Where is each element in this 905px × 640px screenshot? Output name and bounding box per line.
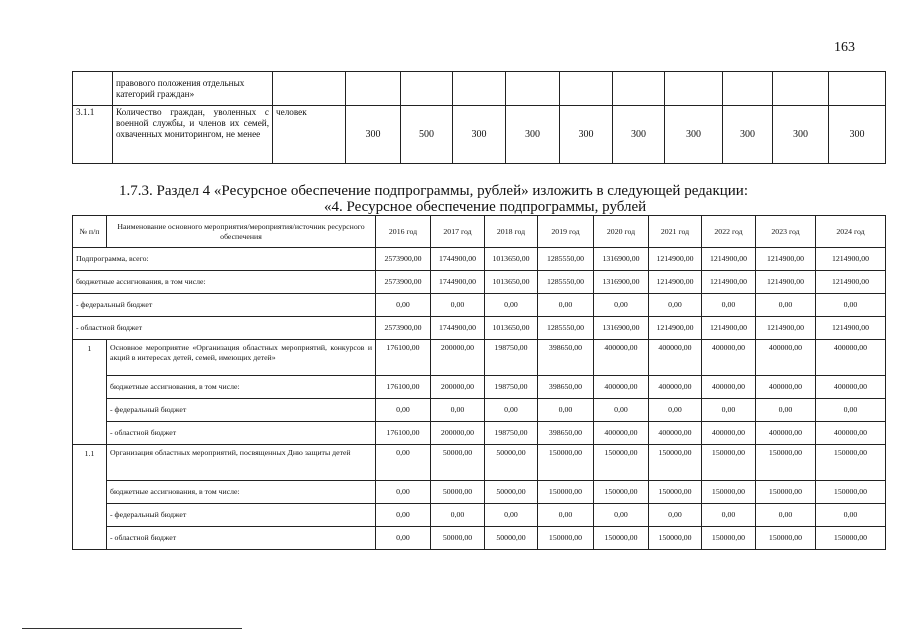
header-year: 2021 год [649,216,702,248]
amount-cell: 1316900,00 [594,317,649,340]
header-year: 2018 год [485,216,538,248]
amount-cell: 400000,00 [816,376,886,399]
amount-cell: 150000,00 [649,481,702,504]
amount-cell: 1214900,00 [816,248,886,271]
amount-cell: 1214900,00 [702,317,756,340]
resource-row [73,340,886,376]
amount-cell: 176100,00 [376,340,431,376]
resource-row [73,504,886,527]
amount-cell: 0,00 [702,294,756,317]
amount-cell: 198750,00 [485,422,538,445]
amount-cell: 1214900,00 [649,271,702,294]
amount-cell: 150000,00 [756,445,816,481]
indicator-value: 300 [829,106,886,164]
amount-cell: 0,00 [376,527,431,550]
resource-row [73,248,886,271]
amount-cell: 0,00 [376,481,431,504]
amount-cell: 0,00 [816,294,886,317]
amount-cell: 0,00 [649,504,702,527]
amount-cell: 400000,00 [702,340,756,376]
amount-cell: 150000,00 [702,481,756,504]
row-name: Подпрограмма, всего: [73,248,376,271]
amount-cell: 0,00 [756,399,816,422]
amount-cell: 400000,00 [816,422,886,445]
amount-cell: 50000,00 [485,481,538,504]
indicator-value: 300 [506,106,560,164]
amount-cell: 1285550,00 [538,248,594,271]
resource-table-body [73,248,886,550]
amount-cell: 400000,00 [594,376,649,399]
amount-cell: 0,00 [649,294,702,317]
resource-header-row [73,216,886,248]
amount-cell: 1214900,00 [756,317,816,340]
header-year: 2022 год [702,216,756,248]
amount-cell: 1214900,00 [702,248,756,271]
amount-cell: 150000,00 [538,527,594,550]
indicator-name-cell: Количество граждан, уволенных с военной службы, и членов их семей, охваченных мониторингом, не менее [113,106,273,164]
amount-cell: 1214900,00 [756,248,816,271]
amount-cell: 1013650,00 [485,271,538,294]
amount-cell: 400000,00 [649,376,702,399]
amount-cell: 50000,00 [485,445,538,481]
row-name: - областной бюджет [107,527,376,550]
indicator-value: 300 [773,106,829,164]
amount-cell: 0,00 [431,504,485,527]
indicator-row [73,106,886,164]
amount-cell: 150000,00 [816,527,886,550]
amount-cell: 0,00 [376,294,431,317]
amount-cell: 398650,00 [538,376,594,399]
amount-cell: 200000,00 [431,376,485,399]
indicator-num-cell: 3.1.1 [73,106,113,164]
amount-cell: 1013650,00 [485,317,538,340]
row-number: 1 [73,340,107,445]
amount-cell: 198750,00 [485,376,538,399]
resource-row [73,445,886,481]
amount-cell: 0,00 [485,294,538,317]
amount-cell: 150000,00 [594,445,649,481]
row-name: бюджетные ассигнования, в том числе: [73,271,376,294]
subsection-title: «4. Ресурсное обеспечение подпрограммы, рублей [324,199,647,215]
header-year: 2024 год [816,216,886,248]
indicator-value: 300 [723,106,773,164]
indicator-unit-cell: человек [273,106,346,164]
amount-cell: 150000,00 [816,445,886,481]
amount-cell: 50000,00 [485,527,538,550]
resource-row [73,422,886,445]
amount-cell: 2573900,00 [376,317,431,340]
amount-cell: 0,00 [756,504,816,527]
amount-cell: 400000,00 [702,422,756,445]
amount-cell: 150000,00 [756,527,816,550]
amount-cell: 400000,00 [816,340,886,376]
amount-cell: 400000,00 [594,422,649,445]
amount-cell: 150000,00 [702,527,756,550]
amount-cell: 400000,00 [756,422,816,445]
resource-row [73,399,886,422]
row-name: - федеральный бюджет [107,399,376,422]
indicator-num-cell [73,72,113,106]
indicator-value: 300 [560,106,613,164]
amount-cell: 150000,00 [538,481,594,504]
header-num: № п/п [73,216,107,248]
amount-cell: 2573900,00 [376,248,431,271]
amount-cell: 398650,00 [538,422,594,445]
page-number: 163 [834,40,855,55]
amount-cell: 1744900,00 [431,248,485,271]
row-name: бюджетные ассигнования, в том числе: [107,481,376,504]
header-name: Наименование основного мероприятия/мероприятия/источник ресурсного обеспечения [107,216,376,248]
amount-cell: 1744900,00 [431,271,485,294]
amount-cell: 0,00 [649,399,702,422]
section-heading: 1.7.3. Раздел 4 «Ресурсное обеспечение подпрограммы, рублей» изложить в следующей редакции: [119,183,748,199]
resource-row [73,317,886,340]
header-year: 2023 год [756,216,816,248]
row-number: 1.1 [73,445,107,550]
indicator-value: 300 [665,106,723,164]
amount-cell: 150000,00 [649,445,702,481]
amount-cell: 400000,00 [649,340,702,376]
amount-cell: 150000,00 [594,527,649,550]
amount-cell: 150000,00 [538,445,594,481]
amount-cell: 1214900,00 [649,248,702,271]
amount-cell: 400000,00 [756,340,816,376]
header-year: 2019 год [538,216,594,248]
row-name: - областной бюджет [73,317,376,340]
amount-cell: 1214900,00 [816,317,886,340]
amount-cell: 400000,00 [702,376,756,399]
amount-cell: 0,00 [816,399,886,422]
amount-cell: 176100,00 [376,422,431,445]
amount-cell: 150000,00 [594,481,649,504]
amount-cell: 1285550,00 [538,317,594,340]
amount-cell: 1316900,00 [594,271,649,294]
amount-cell: 0,00 [702,399,756,422]
amount-cell: 400000,00 [594,340,649,376]
amount-cell: 0,00 [816,504,886,527]
row-name: Организация областных мероприятий, посвященных Дню защиты детей [107,445,376,481]
amount-cell: 0,00 [756,294,816,317]
amount-cell: 1285550,00 [538,271,594,294]
amount-cell: 1744900,00 [431,317,485,340]
amount-cell: 0,00 [431,294,485,317]
header-year: 2016 год [376,216,431,248]
amount-cell: 398650,00 [538,340,594,376]
resource-row [73,481,886,504]
amount-cell: 0,00 [594,504,649,527]
row-name: - федеральный бюджет [107,504,376,527]
amount-cell: 400000,00 [756,376,816,399]
amount-cell: 0,00 [594,399,649,422]
amount-cell: 50000,00 [431,481,485,504]
indicator-value: 300 [613,106,665,164]
amount-cell: 0,00 [485,504,538,527]
amount-cell: 150000,00 [816,481,886,504]
amount-cell: 150000,00 [649,527,702,550]
resource-row [73,271,886,294]
amount-cell: 1316900,00 [594,248,649,271]
amount-cell: 150000,00 [756,481,816,504]
resource-row [73,294,886,317]
amount-cell: 1214900,00 [649,317,702,340]
amount-cell: 150000,00 [702,445,756,481]
amount-cell: 0,00 [702,504,756,527]
indicator-row-continuation [73,72,886,106]
amount-cell: 200000,00 [431,340,485,376]
amount-cell: 1214900,00 [756,271,816,294]
amount-cell: 1013650,00 [485,248,538,271]
indicator-value: 500 [401,106,453,164]
amount-cell: 50000,00 [431,527,485,550]
footnote-divider [22,628,242,629]
amount-cell: 200000,00 [431,422,485,445]
amount-cell: 0,00 [594,294,649,317]
amount-cell: 0,00 [431,399,485,422]
indicator-table [72,71,886,164]
row-name: - федеральный бюджет [73,294,376,317]
amount-cell: 176100,00 [376,376,431,399]
resource-row [73,376,886,399]
amount-cell: 0,00 [538,504,594,527]
amount-cell: 50000,00 [431,445,485,481]
header-year: 2020 год [594,216,649,248]
row-name: - областной бюджет [107,422,376,445]
resource-table [72,215,886,550]
amount-cell: 1214900,00 [816,271,886,294]
amount-cell: 0,00 [376,399,431,422]
indicator-value: 300 [453,106,506,164]
resource-row [73,527,886,550]
amount-cell: 0,00 [538,399,594,422]
amount-cell: 1214900,00 [702,271,756,294]
header-year: 2017 год [431,216,485,248]
amount-cell: 0,00 [538,294,594,317]
indicator-value: 300 [346,106,401,164]
amount-cell: 2573900,00 [376,271,431,294]
amount-cell: 198750,00 [485,340,538,376]
amount-cell: 400000,00 [649,422,702,445]
amount-cell: 0,00 [485,399,538,422]
amount-cell: 0,00 [376,445,431,481]
amount-cell: 0,00 [376,504,431,527]
row-name: Основное мероприятие «Организация областных мероприятий, конкурсов и акций в интересах детей, семей, имеющих детей» [107,340,376,376]
row-name: бюджетные ассигнования, в том числе: [107,376,376,399]
indicator-name-cell: правового положения отдельных категорий граждан» [113,72,273,106]
